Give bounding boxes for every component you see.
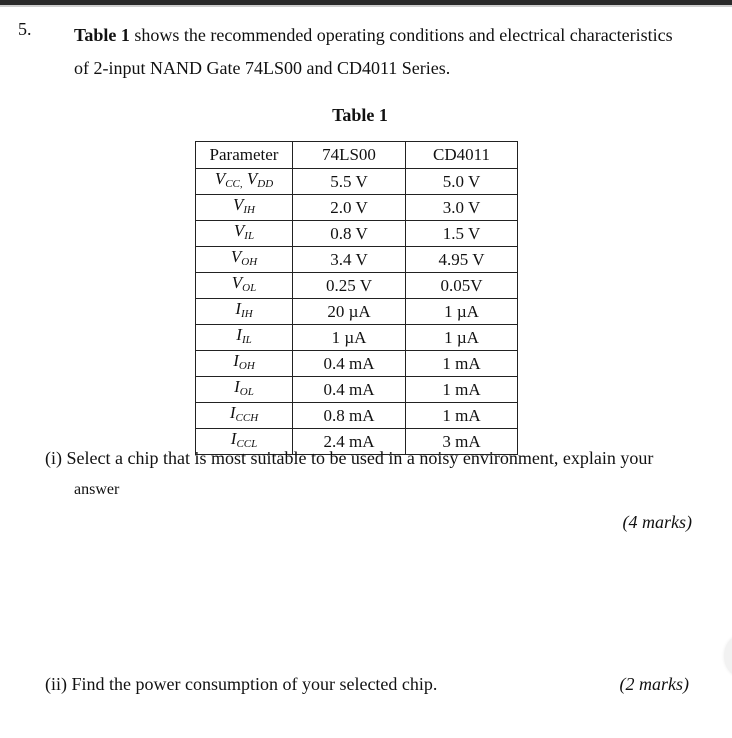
table-row [196, 299, 518, 325]
param-symbol: I [234, 377, 240, 396]
param-subscript: IL [244, 230, 255, 242]
param-symbol: I [236, 325, 242, 344]
param-symbol: V [230, 247, 242, 266]
table-row [196, 221, 518, 247]
part-ii-text: (ii) Find the power consumption of your selected chip. [45, 674, 438, 694]
param-subscript: OL [242, 282, 257, 294]
value-74ls00: 2.0 V [293, 195, 406, 221]
param-subscript: CC, [225, 178, 243, 190]
param-subscript: OH [241, 256, 258, 268]
param-subscript: IH [241, 308, 253, 320]
parameter-cell [196, 247, 293, 273]
value-74ls00: 20 µA [293, 299, 406, 325]
param-subscript: OL [239, 386, 254, 398]
table-caption: Table 1 [332, 105, 388, 125]
table-row [196, 169, 518, 195]
param-symbol: V [233, 221, 245, 240]
param-subscript: IL [241, 334, 252, 346]
value-74ls00: 0.4 mA [293, 377, 406, 403]
part-ii-marks: (2 marks) [619, 674, 689, 694]
part-i-marks: (4 marks) [622, 512, 692, 532]
table-row [196, 195, 518, 221]
table-row [196, 325, 518, 351]
param-symbol: I [233, 351, 239, 370]
top-bar-shadow [0, 5, 732, 7]
param-symbol: V [214, 169, 226, 188]
parameter-cell [196, 325, 293, 351]
parameter-cell [196, 351, 293, 377]
value-74ls00: 0.8 V [293, 221, 406, 247]
value-cd4011: 3.0 V [406, 195, 518, 221]
parameter-cell [196, 273, 293, 299]
param-subscript: OH [238, 360, 255, 372]
parameter-cell [196, 377, 293, 403]
param-symbol: I [230, 429, 237, 448]
param-subscript: CCL [236, 438, 258, 450]
part-i-text: (i) Select a chip that is most suitable to be used in a noisy environment, explain your [45, 448, 654, 468]
value-cd4011: 1 mA [406, 351, 518, 377]
parameter-cell [196, 221, 293, 247]
spec-table [195, 141, 518, 455]
value-cd4011: 4.95 V [406, 247, 518, 273]
header-74ls00: 74LS00 [293, 142, 406, 169]
question-line1: shows the recommended operating conditions and electrical characteristics [129, 25, 673, 45]
value-cd4011: 0.05V [406, 273, 518, 299]
parameter-cell [196, 169, 293, 195]
parameter-cell [196, 299, 293, 325]
value-74ls00: 0.8 mA [293, 403, 406, 429]
value-cd4011: 1 µA [406, 299, 518, 325]
param-subscript-2: DD [257, 178, 274, 190]
table-row [196, 247, 518, 273]
param-subscript: CCH [235, 412, 259, 424]
value-cd4011: 5.0 V [406, 169, 518, 195]
value-74ls00: 0.25 V [293, 273, 406, 299]
param-subscript: IH [243, 204, 255, 216]
parameter-cell [196, 403, 293, 429]
header-parameter: Parameter [196, 142, 293, 169]
param-symbol: I [235, 299, 242, 318]
param-symbol: I [229, 403, 236, 422]
param-symbol-2: V [242, 169, 258, 188]
part-i-text-continued: answer [74, 481, 120, 498]
value-74ls00: 5.5 V [293, 169, 406, 195]
value-cd4011: 1 µA [406, 325, 518, 351]
question-number: 5. [18, 19, 32, 39]
parameter-cell [196, 195, 293, 221]
value-cd4011: 1 mA [406, 403, 518, 429]
header-cd4011: CD4011 [406, 142, 518, 169]
value-74ls00: 0.4 mA [293, 351, 406, 377]
question-table-ref: Table 1 [74, 25, 130, 45]
param-symbol: V [233, 195, 244, 214]
value-74ls00: 3.4 V [293, 247, 406, 273]
table-row [196, 403, 518, 429]
scroll-handle[interactable] [724, 636, 732, 676]
table-header-row [196, 142, 518, 169]
value-74ls00: 2.4 mA [293, 429, 406, 455]
question-line2: of 2-input NAND Gate 74LS00 and CD4011 Series. [74, 58, 451, 78]
table-row [196, 351, 518, 377]
param-symbol: V [231, 273, 243, 292]
table-row [196, 273, 518, 299]
value-cd4011: 1 mA [406, 377, 518, 403]
value-cd4011: 1.5 V [406, 221, 518, 247]
table-row [196, 377, 518, 403]
question-text [74, 19, 714, 85]
value-74ls00: 1 µA [293, 325, 406, 351]
value-cd4011: 3 mA [406, 429, 518, 455]
